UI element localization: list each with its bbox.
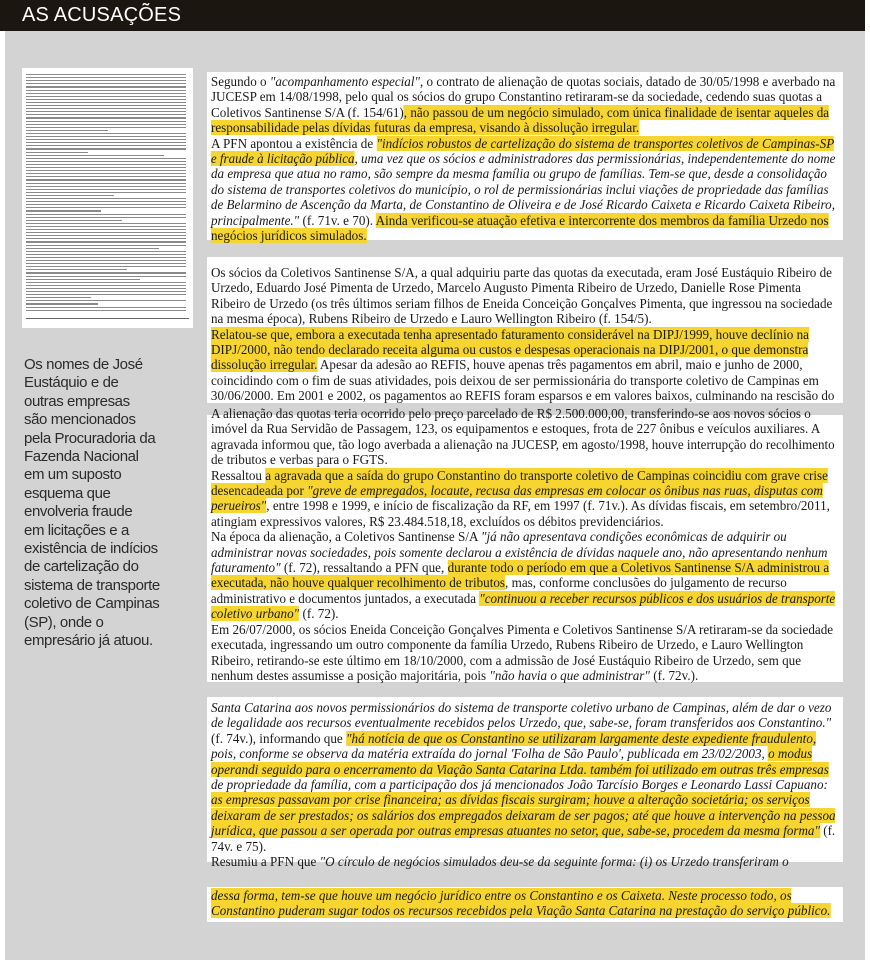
thumbnail-text-line [26, 245, 186, 246]
text-line [207, 166, 835, 181]
text-segment: Coletivos Santinense S/A (f. 154/61) [210, 104, 404, 120]
caption-text [24, 356, 204, 651]
caption-line: Eustáquio e de [24, 374, 119, 392]
thumbnail-text-line [26, 102, 186, 103]
text-segment: Ribeiro, retirando-se este último em 18/10/2000, com a admissão de José Eustáquio Ribeiro de Urzedo, sem que [210, 652, 802, 668]
caption-line: pela Procuradoria da [24, 429, 156, 447]
text-segment: 74v. e 75). [210, 838, 267, 854]
thumbnail-text-line [26, 201, 186, 202]
excerpt-5 [207, 887, 843, 922]
section-header [0, 0, 865, 31]
text-segment: Os sócios da Coletivos Santinense S/A, a qual adquiriu parte das quotas da executada, eram José Eustáquio Ribeiro de [210, 265, 833, 280]
thumbnail-text-line [26, 161, 186, 162]
thumbnail-text-line [26, 114, 186, 115]
thumbnail-text-line [26, 176, 186, 177]
thumbnail-text-line [26, 145, 186, 146]
section-title: AS ACUSAÇÕES [22, 4, 182, 26]
text-segment: da empresa que atua no ramo, são sempre da mesma família ou grupo de famílias. Tem-se que, desde a consolidação [210, 166, 828, 182]
thumbnail-text-line [26, 158, 186, 159]
thumbnail-text-line [26, 303, 98, 304]
text-segment: agravada informou que, tão logo averbada a alienação na JUCESP, em agosto/1998, houve interrupção do recolhimento [210, 436, 835, 452]
thumbnail-text-line [26, 170, 186, 171]
text-segment: , mas, conforme conclusões do julgamento de recurso [505, 575, 787, 591]
text-line [207, 105, 835, 120]
excerpt-4 [207, 697, 843, 870]
thumbnail-text-line [26, 167, 186, 168]
highlighted-text: "indícios robustos de cartelização do sistema de transportes coletivos de Campinas-SP [376, 135, 835, 151]
highlighted-text: as empresas passavam por crise financeira; as dívidas fiscais surgiram; houve a alteração societária; os serviços [210, 792, 810, 808]
highlighted-text: "há notícia de que os Constantino se utilizaram largamente deste expediente fraudulento, [346, 730, 817, 746]
text-segment: Urzedo, Eduardo José Pimenta de Urzedo, Marcelo Augusto Pimenta Ribeiro de Urzedo, Danielle Rose Pimenta [210, 280, 802, 296]
thumbnail-text-line [26, 96, 186, 97]
highlighted-text: , não passou de um negócio simulado, com única finalidade de isentar aqueles da [403, 104, 830, 120]
text-segment: nenhum destes assumisse a posição majoritária, pois [210, 667, 490, 683]
text-segment: Segundo o [210, 74, 270, 89]
highlighted-text: Relatou-se que, embora a executada tenha apresentado faturamento considerável na DIPJ/1999, houve declínio na [210, 326, 809, 342]
text-segment: (f. 71v. e 70). [299, 212, 376, 228]
thumbnail-text-line [26, 152, 88, 153]
text-line [207, 89, 835, 104]
text-line [207, 731, 835, 746]
caption-line: existência de indícios [24, 540, 158, 558]
thumbnail-text-line [26, 226, 186, 227]
caption-line: coletivo de Campinas [24, 595, 160, 613]
thumbnail-text-line [26, 164, 186, 165]
document-page-thumbnail [22, 68, 193, 328]
thumbnail-text-line [26, 257, 186, 258]
text-line [207, 311, 835, 326]
highlighted-text: perueiros" [210, 498, 267, 514]
thumbnail-text-line [26, 186, 186, 187]
thumbnail-text-line [26, 173, 186, 174]
thumbnail-text-line [26, 235, 186, 236]
thumbnail-text-line [26, 300, 186, 301]
text-line [207, 468, 835, 483]
text-segment: coincidindo com o fim de suas atividades, pois deixou de ser permissionária do transporte coletivo de Campinas em [210, 372, 819, 388]
highlighted-text: deixaram de ser prestados; os salários dos empregados deixaram de ser pagos; até que houve a intervenção na pessoa [210, 807, 836, 823]
text-segment: JUCESP em 14/08/1998, pelo qual os sócios do grupo Constantino retiraram-se da sociedade, cedendo suas quotas a [210, 89, 823, 105]
text-line [207, 668, 835, 683]
caption-line: em um suposto [24, 466, 122, 484]
text-line [207, 327, 835, 342]
text-line [207, 421, 835, 436]
text-segment: , uma vez que os sócios e administradores das permissionárias, independentemente do nome [354, 151, 836, 167]
text-segment: A PFN apontou a existência de [210, 135, 377, 151]
thumbnail-text-line [26, 297, 91, 298]
text-line [207, 136, 835, 151]
highlighted-text: "continuou a receber recursos públicos e dos usuários de transporte [479, 590, 836, 606]
thumbnail-text-line [26, 90, 186, 91]
text-segment: principalmente." [210, 212, 300, 228]
text-segment: Santa Catarina aos novos permissionários do sistema de transporte coletivo urbano de Campinas, além de dar o vezo [210, 700, 832, 715]
thumbnail-footer [26, 318, 189, 319]
highlighted-text: e fraude à licitação pública [210, 151, 355, 167]
text-segment: do sistema de transportes coletivos do município, o rol de permissionárias inclui viações de propriedade das famílias [210, 181, 829, 197]
thumbnail-text-line [26, 130, 108, 131]
text-line [207, 653, 835, 668]
text-line [207, 746, 835, 761]
highlighted-text: o modus [768, 746, 813, 762]
text-segment: "O círculo de negócios simulados deu-se da seguinte forma: (i) os Urzedo transferiram o [319, 854, 789, 870]
highlighted-text: responsabilidade pelas dívidas futuras da empresa, visando à dissolução irregular. [210, 120, 640, 136]
thumbnail-text-line [26, 210, 101, 211]
text-segment: de Belarmino de Ascenção da Marta, de Constantino de Oliveira e de José Ricardo Caixeta e Ricardo Caixeta Ribeiro, [210, 197, 835, 213]
text-segment: (f. 72). [299, 606, 339, 622]
thumbnail-text-line [26, 207, 186, 208]
thumbnail-text-line [26, 232, 186, 233]
text-line [207, 213, 835, 228]
text-segment: Apesar da adesão ao REFIS, houve apenas três pagamentos em abril, maio e junho de 2000, [317, 357, 803, 373]
text-line [207, 483, 835, 498]
highlighted-text: executada, não houve qualquer recolhimento de tributos [210, 575, 506, 591]
thumbnail-text-line [26, 260, 186, 261]
text-segment: A alienação das quotas teria ocorrido pelo preço parcelado de R$ 2.500.000,00, transferindo-se aos novos sócios o [210, 406, 811, 421]
text-line [207, 197, 833, 212]
text-line [207, 762, 835, 777]
thumbnail-text-line [26, 198, 186, 199]
caption-line: são mencionados [24, 411, 136, 429]
thumbnail-text-line [26, 105, 186, 106]
text-segment: imóvel da Rua Servidão de Passagem, 123, os equipamentos e estoques, frota de 227 ônibus e veículos auxiliares. A [210, 421, 821, 437]
text-line [207, 808, 834, 823]
text-line [207, 637, 835, 652]
text-line [207, 388, 835, 404]
highlighted-text: desencadeada por [210, 483, 308, 499]
highlighted-text: jurídica, que passou a ser operada por outras empresas atuantes no setor, que, sabe-se, procedem da mesma forma" [210, 823, 820, 839]
text-segment: (f. 72v.). [649, 667, 699, 683]
text-line [207, 280, 835, 295]
text-segment: "já não apresentava condições econômicas de adquirir ou [481, 529, 787, 545]
caption-line: sistema de transporte [24, 576, 160, 594]
highlighted-text: dessa forma, tem-se que houve um negócio jurídico entre os Constantino e os Caixeta. Neste processo todo, os [210, 888, 792, 903]
caption-line: em licitações e a [24, 521, 129, 539]
thumbnail-text-line [26, 189, 186, 190]
thumbnail-text-line [26, 204, 186, 205]
caption-line: Fazenda Nacional [24, 448, 139, 466]
thumbnail-text-line [26, 121, 186, 122]
text-line [207, 606, 835, 621]
thumbnail-text-line [26, 192, 186, 193]
text-line [207, 888, 835, 903]
thumbnail-text-line [26, 133, 186, 134]
text-segment: atingiam expressivos valores, R$ 23.484.518,18, excluídos os débitos previdenciários. [210, 513, 664, 529]
text-line [207, 151, 836, 167]
text-segment: Ribeiro de Urzedo (os três últimos seriam filhos de Eneida Conceição Gonçalves Pimenta, que ingressou na sociedade [210, 295, 833, 311]
thumbnail-text-line [26, 223, 186, 224]
highlighted-text: dissolução irregular. [210, 357, 318, 373]
text-line [207, 498, 835, 513]
text-line [207, 296, 835, 311]
text-segment: "acompanhamento especial" [269, 74, 420, 89]
thumbnail-text-line [26, 124, 186, 125]
thumbnail-text-line [26, 111, 186, 112]
text-line [207, 777, 835, 792]
text-segment: de propriedade da família, com a participação dos já mencionados João Tarcísio Borges e Leonardo Lassi Capuano: [210, 777, 828, 793]
text-segment: , o contrato de alienação de quotas sociais, datado de 30/05/1998 e averbado na [419, 74, 836, 89]
text-line [207, 436, 835, 452]
highlighted-text: operandi seguido para o encerramento da Viação Santa Catarina Ltda. também foi utilizado em outras três empresas [210, 761, 829, 777]
text-line [207, 575, 835, 590]
thumbnail-text-line [26, 139, 186, 140]
text-segment: na mesma época), Rubens Ribeiro de Urzedo e Lauro Wellington Ribeiro (f. 154/5). [210, 311, 652, 327]
text-segment: Resumiu a PFN que [210, 854, 320, 870]
text-line [207, 373, 835, 388]
thumbnail-text-line [26, 183, 186, 184]
caption-line: empresário já atuou. [24, 632, 153, 650]
text-segment: "não havia o que administrar" [489, 667, 650, 683]
thumbnail-text-line [26, 266, 186, 267]
caption-line: (SP), onde o [24, 613, 104, 631]
thumbnail-text-line [26, 279, 140, 280]
text-segment: executada, ingressando um outro componente da família Urzedo, Rubens Ribeiro de Urzedo, e Lauro Wellington [210, 637, 804, 653]
text-segment: 30/06/2000. Em 2001 e 2002, os pagamentos ao REFIS foram esparsos e em valores baixos, culminando na rescisão do [210, 388, 835, 404]
text-line [207, 342, 835, 357]
thumbnail-text-line [26, 241, 186, 242]
excerpt-2 [207, 257, 843, 403]
text-line [207, 854, 835, 869]
caption-line: Os nomes de José [24, 356, 143, 373]
text-line [207, 823, 836, 839]
highlighted-text: "greve de empregados, locaute, recusa das empresas em colocar os ônibus nas ruas, disputas com [307, 483, 823, 499]
text-line [207, 903, 835, 918]
text-line [207, 792, 835, 807]
thumbnail-text-line [26, 288, 186, 289]
text-segment: de legalidade aos recursos eventualmente recebidos pelos Urzedo, que, sabe-se, foram transferidos aos Constantino." [210, 715, 832, 731]
text-line [207, 74, 836, 89]
thumbnail-text-line [26, 127, 186, 128]
thumbnail-text-line [26, 220, 122, 221]
thumbnail-text-line [26, 285, 186, 286]
thumbnail-text-line [26, 108, 186, 109]
caption-line: envolveria fraude [24, 503, 133, 521]
thumbnail-text-line [26, 77, 186, 78]
text-segment: (f. [819, 823, 836, 839]
thumbnail-text-line [26, 99, 186, 100]
thumbnail-text-line [26, 238, 186, 239]
text-segment: administrar novas sociedades, pois somente declarou a existência de dívidas naquele ano, não apresentando nenhum [210, 544, 828, 560]
thumbnail-text-line [26, 179, 186, 180]
text-segment: (f. 74v.), informando que [210, 730, 347, 746]
thumbnail-text-line [26, 195, 114, 196]
thumbnail-text-line [26, 83, 186, 84]
text-segment: Na época da alienação, a Coletivos Santinense S/A [210, 529, 482, 545]
thumbnail-text-line [26, 155, 164, 156]
text-line [207, 622, 835, 637]
text-segment: (f. 72), ressaltando a PFN que, [280, 560, 448, 576]
text-line [207, 452, 835, 467]
text-segment: faturamento" [210, 560, 281, 576]
thumbnail-text-line [26, 136, 186, 137]
text-segment: pois, conforme se observa da matéria extraída do jornal 'Folha de São Paulo', publicada em 23/02/2003, [210, 746, 769, 762]
text-line [207, 560, 835, 575]
highlighted-text: Ainda verificou-se atuação efetiva e intercorrente dos membros da família Urzedo nos [375, 212, 829, 228]
text-segment: de tributos e verbas para o FGTS. [210, 452, 388, 468]
text-line [207, 406, 835, 421]
thumbnail-text-line [26, 282, 186, 283]
thumbnail-text-line [26, 74, 186, 75]
text-segment: administrativo e documentos juntados, a executada [210, 590, 480, 606]
thumbnail-text-line [26, 310, 186, 311]
text-segment: Em 26/07/2000, os sócios Eneida Conceição Gonçalves Pimenta e Coletivos Santinense S/A retiraram-se da sociedade [210, 621, 834, 637]
thumbnail-text-line [26, 263, 186, 264]
text-line [207, 120, 835, 135]
caption-line: de cartelização do [24, 558, 139, 576]
highlighted-text: negócios jurídicos simulados. [210, 228, 367, 244]
thumbnail-text-line [26, 142, 186, 143]
caption-line: outras empresas [24, 392, 130, 410]
text-line [207, 529, 835, 544]
text-line [207, 700, 835, 715]
thumbnail-text-line [26, 86, 186, 87]
thumbnail-text-line [26, 291, 186, 292]
highlighted-text: a agravada que a saída do grupo Constantino do transporte coletivo de Campinas coincidiu com grave crise [265, 467, 828, 483]
thumbnail-text-line [26, 272, 186, 273]
text-line [207, 357, 835, 372]
thumbnail-text-line [26, 217, 186, 218]
highlighted-text: Constantino puderam sugar todos os recursos recebidos pela Viação Santa Catarina na prestação do serviço público. [210, 903, 831, 919]
thumbnail-text-line [26, 294, 186, 295]
caption-line: esquema que [24, 484, 111, 502]
text-line [207, 228, 835, 243]
thumbnail-text-line [26, 117, 186, 118]
thumbnail-text-line [26, 229, 186, 230]
excerpt-3 [207, 406, 843, 683]
text-line [207, 182, 835, 197]
text-line [207, 514, 835, 529]
thumbnail-text-line [26, 307, 186, 308]
text-line [207, 839, 835, 854]
thumbnail-text-line [26, 269, 127, 270]
excerpt-1 [207, 72, 843, 244]
thumbnail-text-line [26, 254, 186, 255]
text-segment: , entre 1998 e 1999, e início de fiscalização da RF, em 1997 (f. 71v.). As dívidas fiscais, em setembro/2011, [266, 498, 830, 514]
thumbnail-text-line [26, 214, 186, 215]
thumbnail-text-line [26, 93, 186, 94]
thumbnail-text-line [26, 80, 186, 81]
text-line [207, 545, 835, 560]
text-line [207, 715, 835, 730]
thumbnail-text-line [26, 148, 186, 149]
thumbnail-text-line [26, 276, 186, 277]
text-segment: Ressaltou [210, 467, 266, 483]
highlighted-text: DIPJ/2000, não tendo declarado receita alguma ou custos e despesas operacionais na DIPJ/2001, o que demonstra [210, 342, 809, 358]
text-line [207, 590, 836, 606]
highlighted-text: durante todo o período em que a Coletivos Santinense S/A administrou a [447, 560, 830, 576]
thumbnail-text-line [26, 251, 186, 252]
text-line [207, 265, 835, 280]
thumbnail-text-line [26, 248, 159, 249]
highlighted-text: coletivo urbano" [210, 606, 300, 622]
